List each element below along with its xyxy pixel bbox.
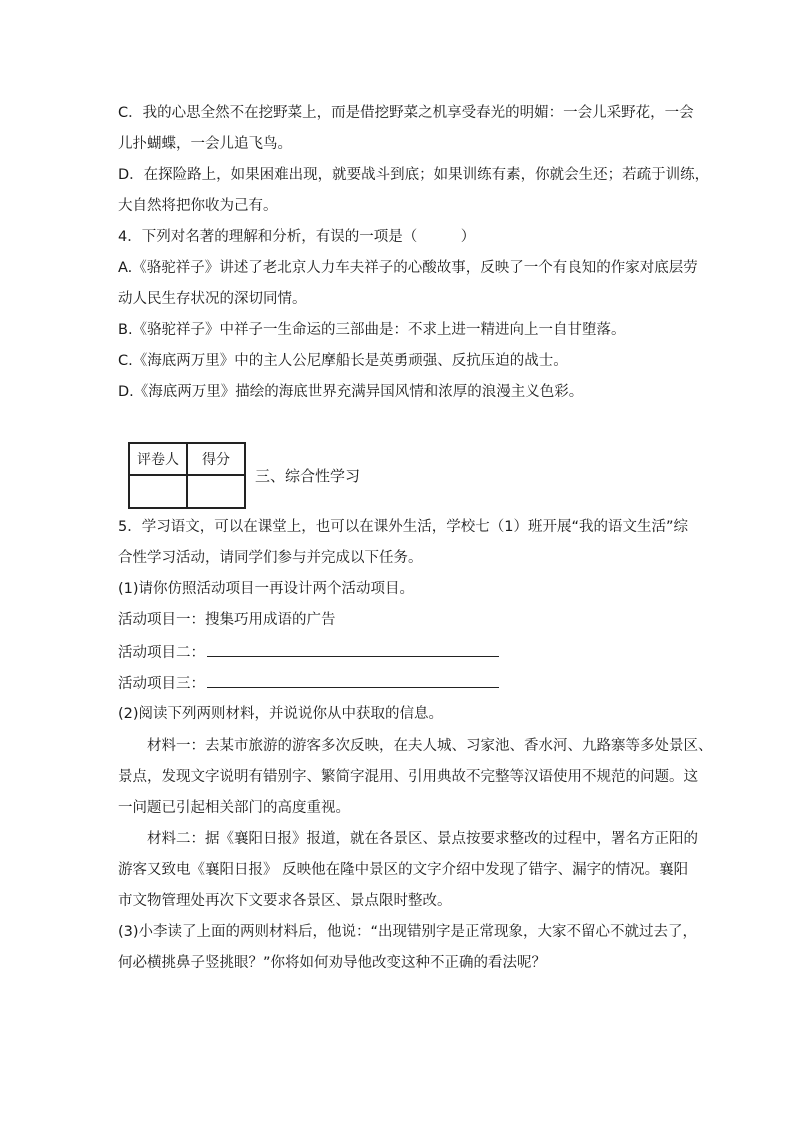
q4-stem: 4．下列对名著的理解和分析，有误的一项是（ ） bbox=[118, 229, 476, 245]
q3-option-d-line2: 大自然将把你收为己有。 bbox=[118, 198, 278, 214]
q5-sub3-line1: (3)小李读了上面的两则材料后，他说：“出现错别字是正常现象，大家不留心不就过去了， bbox=[118, 924, 698, 940]
material2-line3: 市文物管理处再次下文要求各景区、景点限时整改。 bbox=[118, 893, 452, 909]
section-title: 三、综合性学习 bbox=[255, 467, 361, 485]
score-label: 得分 bbox=[187, 443, 245, 475]
q5-sub1: (1)请你仿照活动项目一再设计两个活动项目。 bbox=[118, 581, 415, 597]
material1-line1: 材料一：去某市旅游的游客多次反映，在夫人城、习家池、香水河、九路寨等多处景区、 bbox=[147, 738, 713, 754]
q3-option-c-line1: C．我的心思全然不在挖野菜上，而是借挖野菜之机享受春光的明媚：一会儿采野花，一会 bbox=[118, 105, 694, 121]
q4-option-b: B.《骆驼祥子》中祥子一生命运的三部曲是：不求上进一精进向上一自甘堕落。 bbox=[118, 322, 626, 338]
q5-item1: 活动项目一：搜集巧用成语的广告 bbox=[118, 612, 336, 628]
q4-option-d: D.《海底两万里》描绘的海底世界充满异国风情和浓厚的浪漫主义色彩。 bbox=[118, 384, 584, 400]
q5-stem-line1: 5．学习语文，可以在课堂上，也可以在课外生活，学校七（1）班开展“我的语文生活”综 bbox=[118, 519, 688, 535]
q4-option-c: C.《海底两万里》中的主人公尼摩船长是英勇顽强、反抗压迫的战士。 bbox=[118, 353, 568, 369]
material2-line1: 材料二：据《襄阳日报》报道，就在各景区、景点按要求整改的过程中，署名方正阳的 bbox=[147, 831, 698, 847]
q5-sub2: (2)阅读下列两则材料，并说说你从中获取的信息。 bbox=[118, 706, 444, 722]
q5-item3-label: 活动项目三： bbox=[118, 676, 205, 692]
q3-option-d-line1: D．在探险路上，如果困难出现，就要战斗到底；如果训练有素，你就会生还；若疏于训练， bbox=[118, 167, 710, 183]
score-cell[interactable] bbox=[187, 475, 245, 508]
grader-cell[interactable] bbox=[129, 475, 187, 508]
score-box bbox=[128, 442, 246, 509]
q5-sub3-line2: 何必横挑鼻子竖挑眼？”你将如何劝导他改变这种不正确的看法呢？ bbox=[118, 955, 547, 971]
material1-line2: 景点，发现文字说明有错别字、繁简字混用、引用典故不完整等汉语使用不规范的问题。这 bbox=[118, 769, 698, 785]
material1-line3: 一问题已引起相关部门的高度重视。 bbox=[118, 800, 350, 816]
q5-item2-label: 活动项目二： bbox=[118, 645, 205, 661]
q5-item2-row bbox=[118, 642, 499, 663]
q4-option-a-line2: 动人民生存状况的深切同情。 bbox=[118, 291, 307, 307]
q5-item2-answer-blank[interactable] bbox=[207, 642, 499, 657]
material2-line2: 游客又致电《襄阳日报》 反映他在隆中景区的文字介绍中发现了错字、漏字的情况。襄阳 bbox=[118, 862, 689, 878]
grader-label: 评卷人 bbox=[129, 443, 187, 475]
q3-option-c-line2: 儿扑蝴蝶，一会儿追飞鸟。 bbox=[118, 136, 292, 152]
q5-item3-answer-blank[interactable] bbox=[207, 673, 499, 688]
q5-item3-row bbox=[118, 673, 499, 694]
q5-stem-line2: 合性学习活动，请同学们参与并完成以下任务。 bbox=[118, 550, 423, 566]
q4-option-a-line1: A.《骆驼祥子》讲述了老北京人力车夫祥子的心酸故事，反映了一个有良知的作家对底层劳 bbox=[118, 260, 698, 276]
